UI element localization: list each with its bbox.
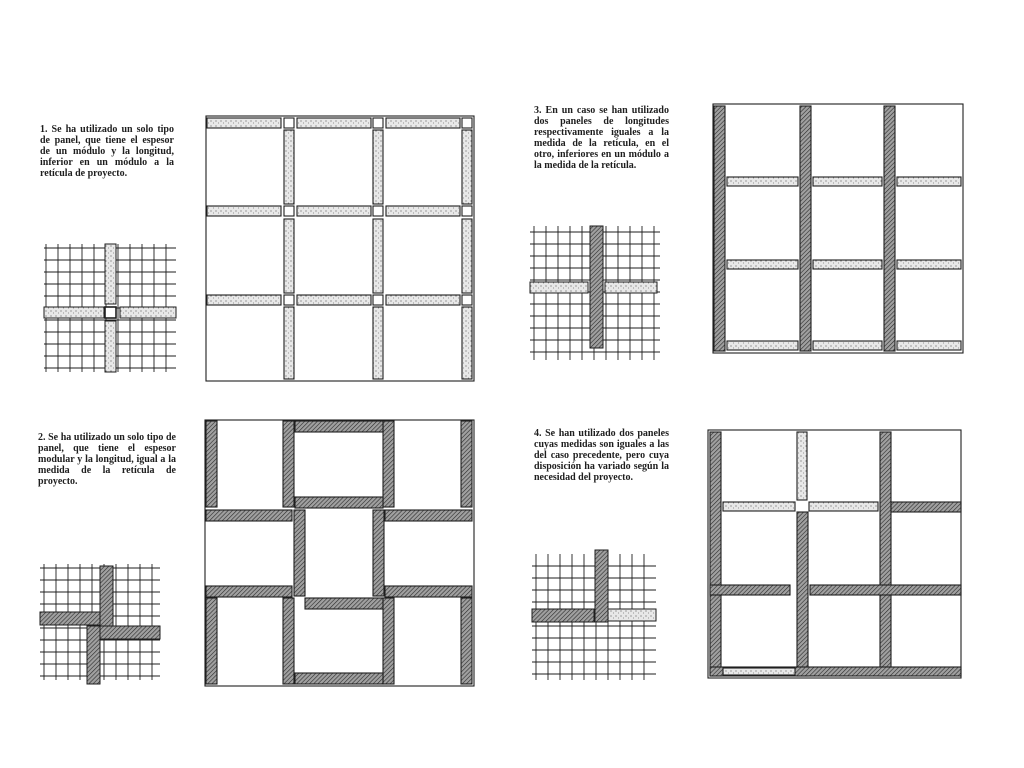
- plan-case-4: [708, 430, 961, 678]
- plan-case-3: [713, 104, 963, 353]
- caption-case-2: 2. Se ha utilizado un solo tipo de panel, que tiene el espesor modular y la longitud, igual a la medida de la retícula de proyecto.: [38, 432, 176, 487]
- plan-case-2: [205, 420, 474, 686]
- caption-case-4: 4. Se han utilizado dos paneles cuyas medidas son iguales a las del caso precedente, pero cuya disposición ha variado según la necesidad del proyecto.: [534, 428, 669, 483]
- panel-detail-case-4: [532, 550, 656, 622]
- caption-case-3: 3. En un caso se han utilizado dos paneles de longitudes respectivamente iguales a la medida de la retícula, en el otro, inferiores en un módulo a la medida de la retícula.: [534, 105, 669, 171]
- panel-detail-case-1: [44, 244, 176, 372]
- plan-case-1: [206, 116, 474, 381]
- caption-case-1: 1. Se ha utilizado un solo tipo de panel, que tiene el espesor de un módulo y la longitud, inferior en un módulo a la retícula de proyecto.: [40, 124, 174, 179]
- panel-detail-case-2: [40, 566, 160, 684]
